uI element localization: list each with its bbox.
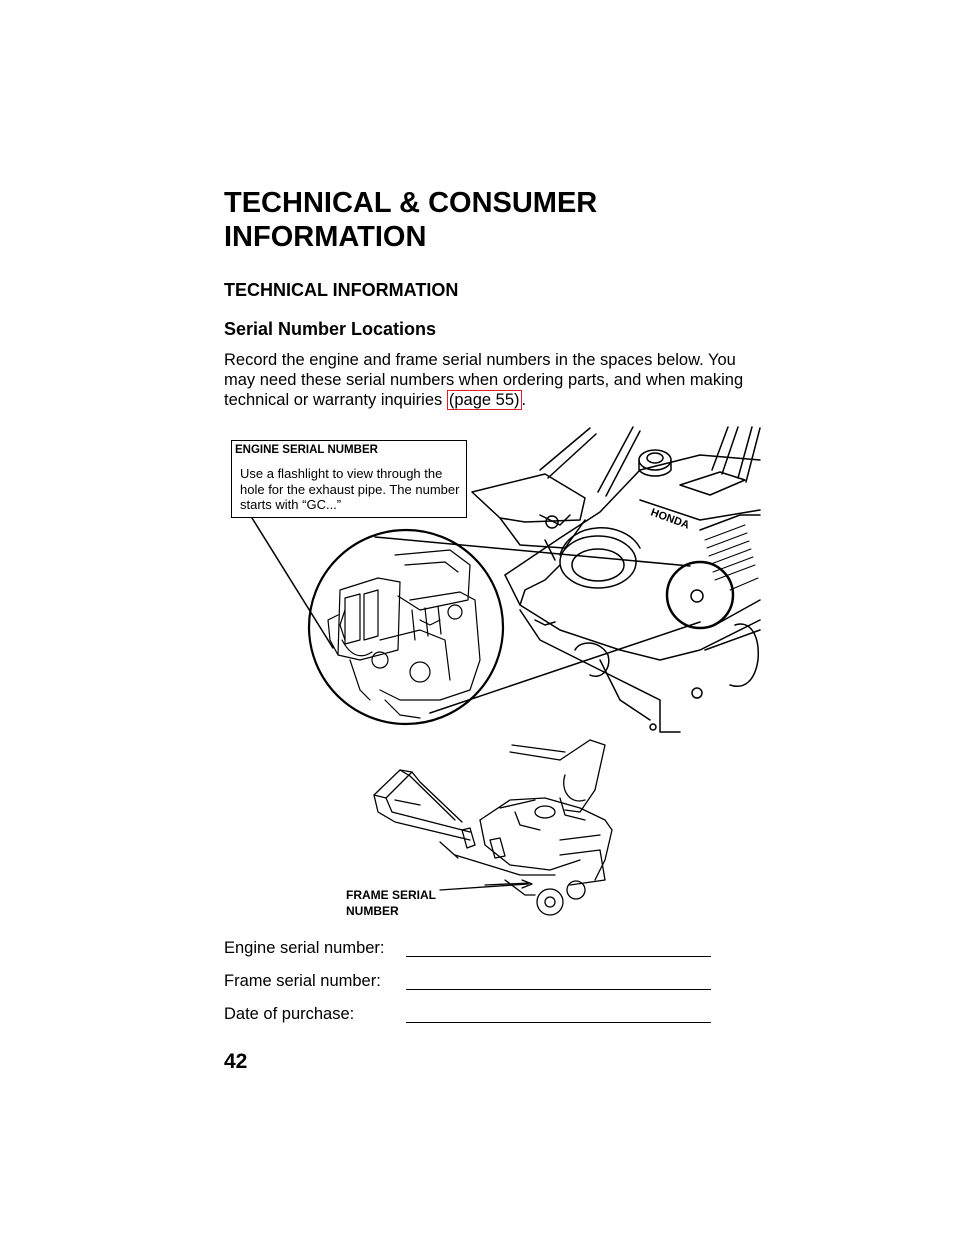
purchase-date-label: Date of purchase:: [224, 1005, 355, 1023]
intro-paragraph: [224, 350, 764, 410]
page-number: 42: [224, 1050, 248, 1073]
page-title: TECHNICAL & CONSUMER INFORMATION: [224, 187, 598, 253]
page-reference-link[interactable]: (page 55): [448, 391, 520, 409]
subsection-heading: Serial Number Locations: [224, 319, 437, 339]
engine-serial-label: Engine serial number:: [224, 939, 385, 957]
intro-text: Record the engine and frame serial numbers in the spaces below. You may need these serial numbers when ordering parts, and when making technical or warranty inquiries: [224, 351, 744, 409]
frame-serial-blank: [406, 989, 711, 990]
frame-serial-label: FRAME SERIAL NUMBER: [346, 888, 436, 918]
engine-callout-heading: ENGINE SERIAL NUMBER: [235, 444, 378, 456]
engine-serial-blank: [406, 956, 711, 957]
engine-callout-text: Use a flashlight to view through the hole for the exhaust pipe. The number starts with “GC...”: [240, 466, 460, 512]
intro-period: .: [521, 391, 527, 409]
purchase-date-blank: [406, 1022, 711, 1023]
engine-serial-callout: [231, 440, 467, 518]
brand-mark: HONDA: [648, 506, 691, 532]
frame-serial-field-label: Frame serial number:: [224, 972, 381, 990]
section-heading: TECHNICAL INFORMATION: [224, 280, 459, 300]
